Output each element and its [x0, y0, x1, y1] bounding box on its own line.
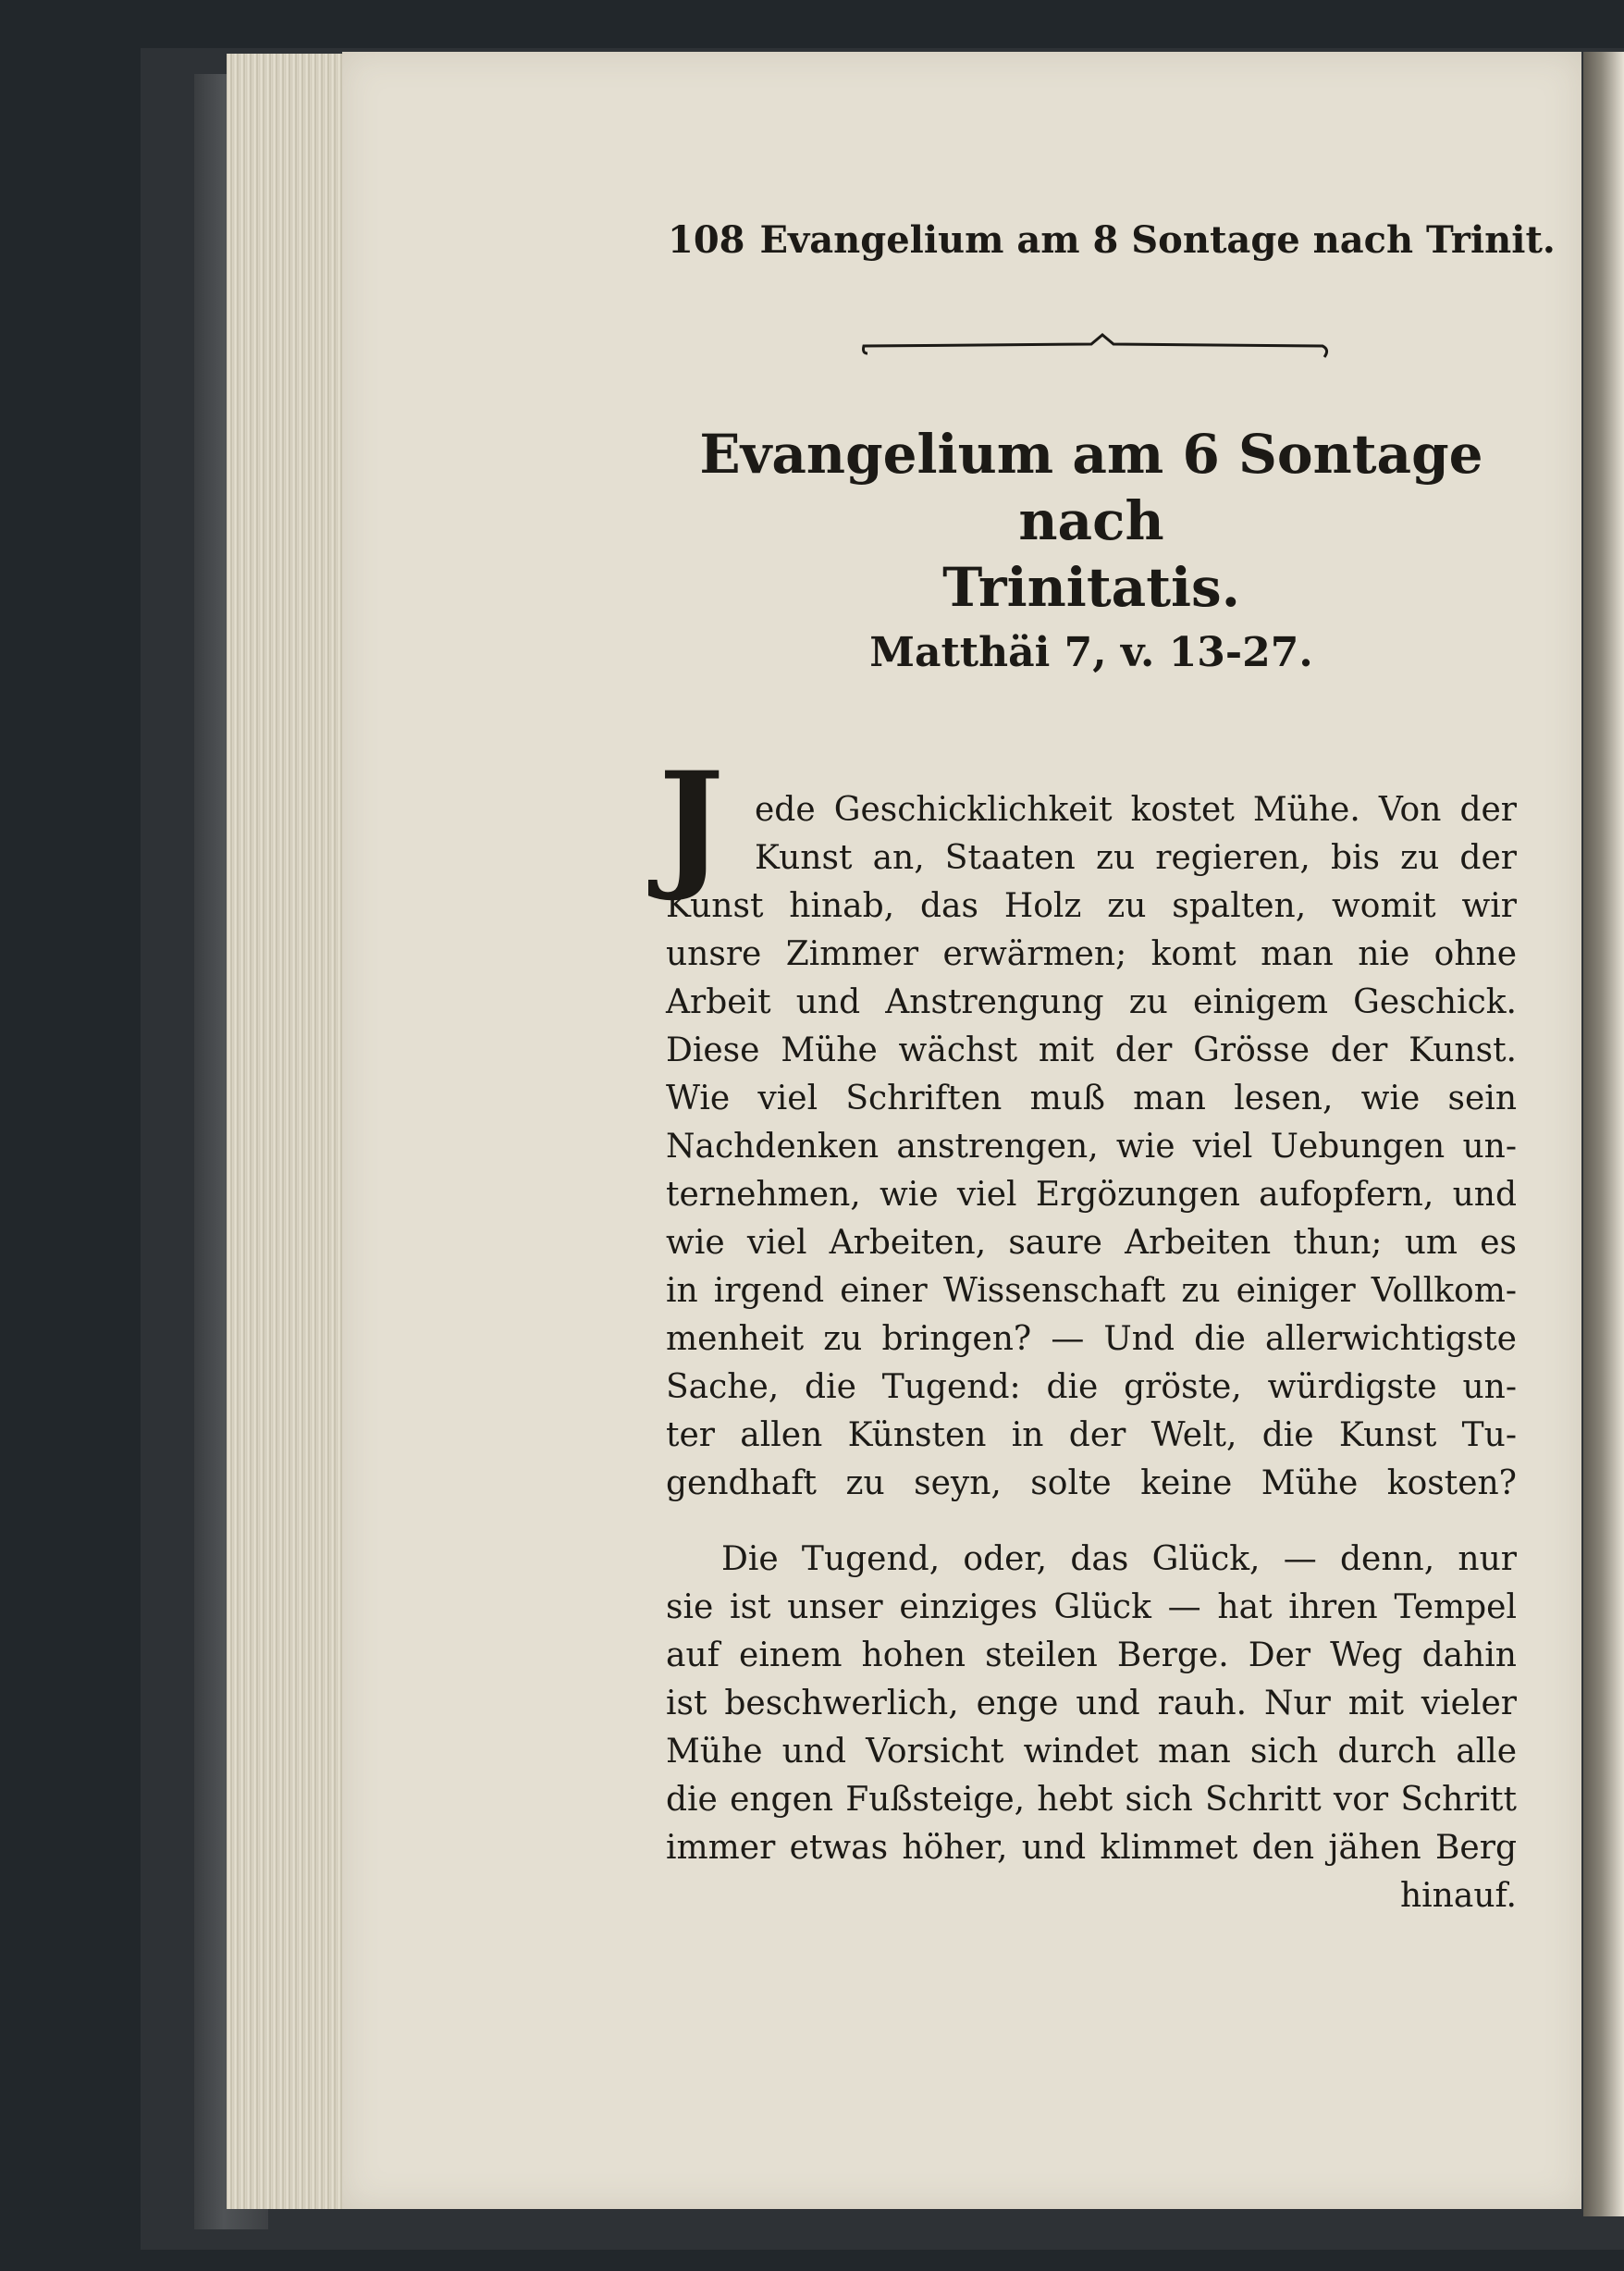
body-text: [666, 786, 1517, 1920]
text-line: Wie viel Schriften muß man lesen, wie sein: [666, 1080, 1517, 1117]
chapter-title-line-1: Evangelium am 6 Sontage nach: [699, 423, 1483, 552]
running-head-title: Evangelium am 8 Sontage nach Trinit.: [759, 218, 1556, 262]
text-line: ist beschwerlich, enge und rauh. Nur mit vieler: [666, 1685, 1517, 1722]
facing-page-gutter: [1583, 52, 1624, 2216]
text-line: auf einem hohen steilen Berge. Der Weg dahin: [666, 1636, 1517, 1674]
chapter-title-line-2: Trinitatis.: [942, 556, 1240, 619]
text-line: Die Tugend, oder, das Glück, — denn, nur: [721, 1540, 1517, 1578]
text-line: unsre Zimmer erwärmen; komt man nie ohne: [666, 935, 1517, 973]
text-line: in irgend einer Wissenschaft zu einiger Vollkom-: [666, 1272, 1517, 1310]
text-line: wie viel Arbeiten, saure Arbeiten thun; um es: [666, 1224, 1517, 1262]
text-line: Mühe und Vorsicht windet man sich durch alle: [666, 1733, 1517, 1771]
text-line: immer etwas höher, und klimmet den jähen Berg: [666, 1829, 1517, 1867]
ornamental-rule: [860, 333, 1332, 361]
text-line: ede Geschicklichkeit kostet Mühe. Von der: [755, 791, 1517, 829]
text-line: Arbeit und Anstrengung zu einigem Geschick.: [666, 983, 1517, 1021]
scripture-citation: Matthäi 7, v. 13-27.: [869, 629, 1313, 676]
text-line: Sache, die Tugend: die gröste, würdigste un-: [666, 1368, 1517, 1406]
text-line: ter allen Künsten in der Welt, die Kunst Tu-: [666, 1416, 1517, 1454]
drop-cap: J: [658, 742, 724, 905]
page-number: 108: [668, 218, 745, 262]
text-line: hinauf.: [1399, 1877, 1517, 1915]
text-line: sie ist unser einziges Glück — hat ihren Tempel: [666, 1588, 1517, 1626]
running-head: [668, 218, 1556, 274]
chapter-title: [666, 421, 1517, 621]
text-line: menheit zu bringen? — Und die allerwichtigste: [666, 1320, 1517, 1358]
page-edges: [227, 54, 347, 2209]
text-line: Kunst hinab, das Holz zu spalten, womit wir: [666, 887, 1517, 925]
paragraph-2: [666, 1536, 1517, 1920]
text-line: ternehmen, wie viel Ergözungen aufopfern, und: [666, 1176, 1517, 1214]
text-line: Kunst an, Staaten zu regieren, bis zu der: [755, 839, 1517, 877]
text-line: Diese Mühe wächst mit der Grösse der Kunst.: [666, 1031, 1517, 1069]
text-line: gendhaft zu seyn, solte keine Mühe kosten?: [666, 1464, 1517, 1502]
paragraph-1: [666, 786, 1517, 1508]
text-line: die engen Fußsteige, hebt sich Schritt vor Schritt: [666, 1781, 1517, 1819]
text-line: Nachdenken anstrengen, wie viel Uebungen un-: [666, 1128, 1517, 1166]
